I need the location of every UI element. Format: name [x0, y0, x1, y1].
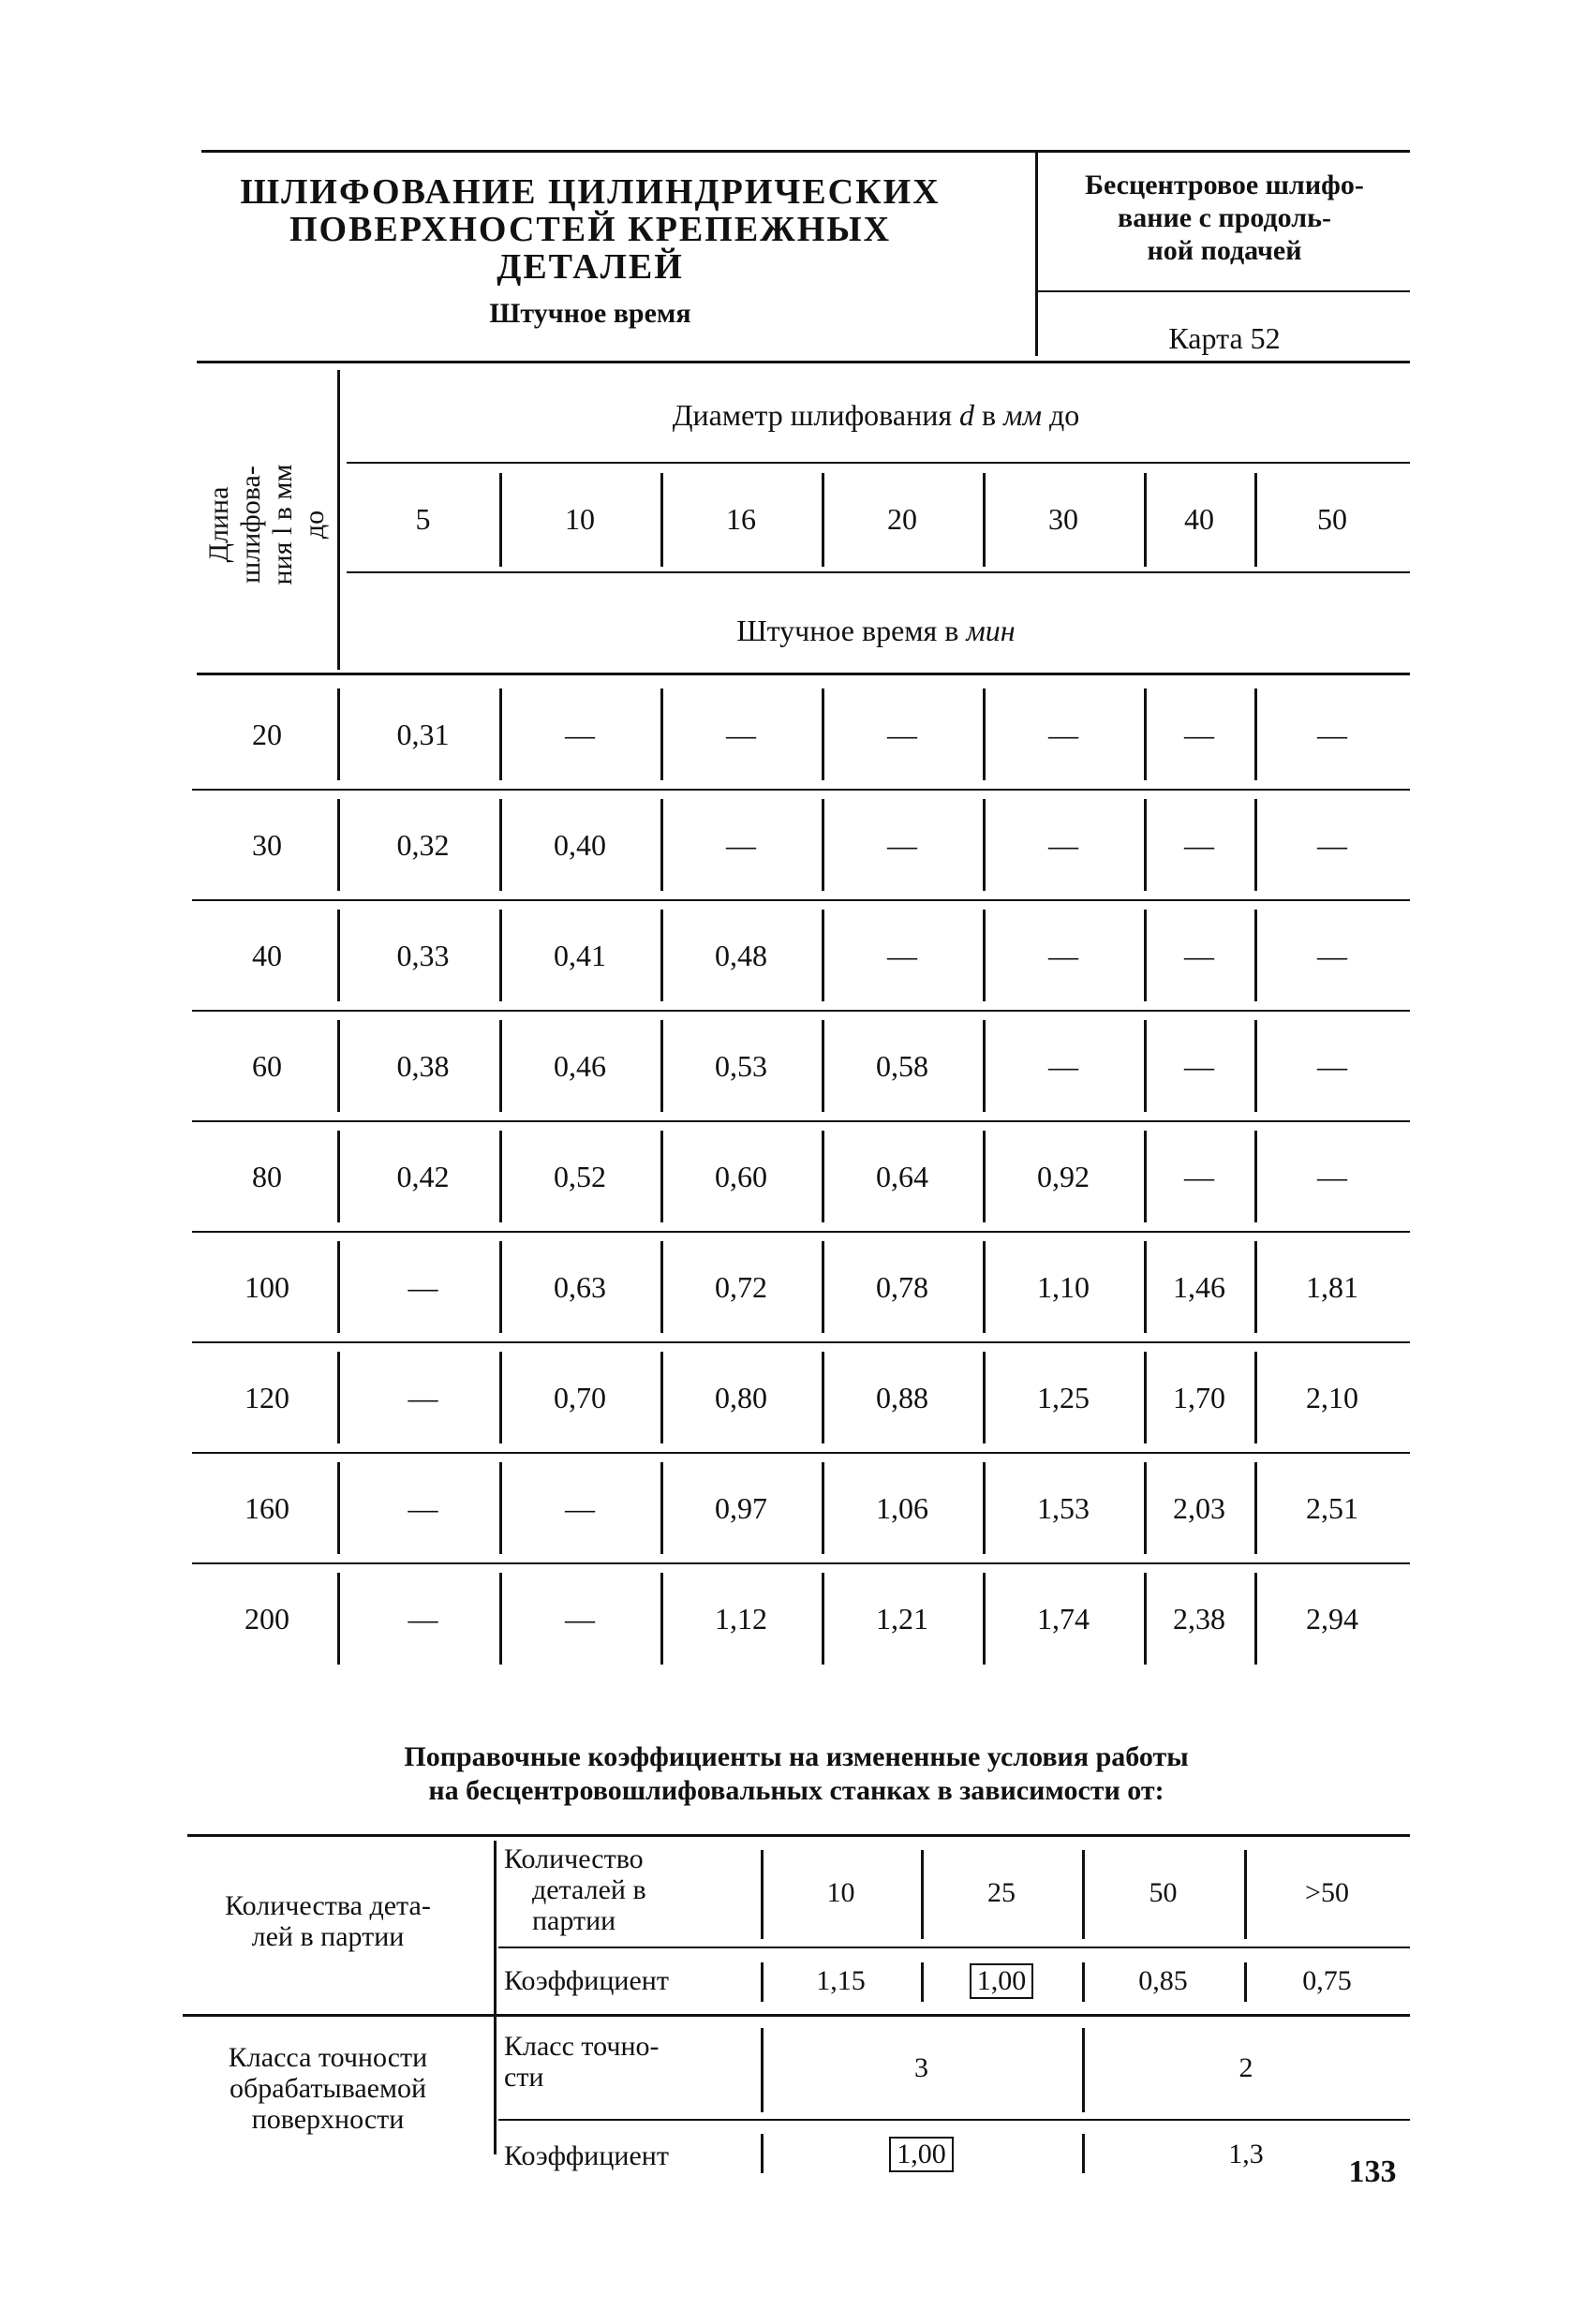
batch-coef-value: 0,85 [1138, 1965, 1188, 1996]
row-header-line-1: Длина шлифова- [203, 466, 266, 584]
title-line-3: ДЕТАЛЕЙ [497, 247, 684, 287]
operation-label [1042, 169, 1407, 267]
batch-param-line-3: партии [532, 1905, 616, 1936]
accuracy-coef-value: 1,3 [1228, 2139, 1264, 2169]
value-col-separator [822, 799, 824, 891]
value-col-separator [983, 1462, 986, 1554]
value-col-separator [983, 799, 986, 891]
corr-factor-separator [494, 1841, 497, 2154]
accuracy-param-rule [498, 2119, 1410, 2121]
length-col-separator [337, 1131, 340, 1222]
value-col-separator [499, 1462, 502, 1554]
accuracy-factor-line-3: поверхности [251, 2104, 405, 2135]
value-col-separator [1254, 1241, 1257, 1333]
time-value: 0,48 [715, 938, 767, 972]
card-rule [1038, 290, 1410, 292]
value-col-separator [660, 1573, 663, 1665]
page-subtitle: Штучное время [489, 298, 691, 329]
diameter-header [347, 398, 1405, 433]
length-value: 120 [245, 1380, 289, 1414]
diameter-col-separator [660, 473, 663, 567]
value-col-separator [1144, 1462, 1147, 1554]
length-col-separator [337, 1462, 340, 1554]
time-value: 1,10 [1037, 1269, 1090, 1304]
value-col-separator [822, 1352, 824, 1443]
value-col-separator [660, 1462, 663, 1554]
diameter-header-unit: мм [1003, 398, 1042, 432]
time-value: 2,03 [1173, 1490, 1225, 1525]
time-value: — [887, 938, 917, 972]
accuracy-value: 3 [914, 2052, 928, 2083]
value-col-separator [499, 688, 502, 780]
time-value: — [726, 827, 756, 862]
page-title [215, 173, 965, 286]
time-value: — [408, 1269, 438, 1304]
value-col-separator [660, 799, 663, 891]
value-col-separator [1254, 1462, 1257, 1554]
length-col-separator [337, 1020, 340, 1112]
accuracy-coef-separator [1082, 2134, 1085, 2173]
value-col-separator [822, 1462, 824, 1554]
batch-param-label [504, 1843, 748, 1936]
diameter-col-separator [983, 473, 986, 567]
corr-top-rule [187, 1834, 1410, 1837]
accuracy-coef [761, 2126, 1082, 2183]
value-col-separator [1144, 1020, 1147, 1112]
value-col-separator [983, 1352, 986, 1443]
time-value: 1,70 [1173, 1380, 1225, 1414]
value-col-separator [660, 1020, 663, 1112]
batch-coef-value: 1,15 [816, 1965, 866, 1996]
time-value: 1,06 [876, 1490, 928, 1525]
top-rule [201, 150, 1410, 153]
accuracy-factor-line-2: обрабатываемой [229, 2073, 427, 2104]
time-value: 0,64 [876, 1159, 928, 1193]
diameter-value: 10 [565, 501, 595, 536]
time-value: 0,78 [876, 1269, 928, 1304]
time-value: — [1184, 938, 1214, 972]
time-header-prefix: Штучное время в [736, 614, 967, 647]
batch-param-line-1: Количество [504, 1843, 644, 1874]
header-divider-vertical [1035, 152, 1038, 356]
batch-coef [1244, 1953, 1410, 2009]
title-line-1: ШЛИФОВАНИЕ ЦИЛИНДРИЧЕСКИХ [240, 172, 941, 212]
time-value: — [726, 717, 756, 751]
value-col-separator [499, 1573, 502, 1665]
corrections-title [187, 1740, 1405, 1808]
time-value: 1,21 [876, 1601, 928, 1636]
value-col-separator [660, 1131, 663, 1222]
batch-col-separator [1082, 1850, 1085, 1939]
time-value: — [1317, 1048, 1347, 1083]
time-value: — [1184, 1159, 1214, 1193]
diameter-header-var: d [959, 398, 975, 432]
accuracy-coef-value: 1,00 [889, 2137, 954, 2172]
diameter-value: 20 [887, 501, 917, 536]
batch-value: 25 [987, 1876, 1016, 1908]
batch-coef-value: 1,00 [970, 1963, 1034, 1999]
time-value: 0,97 [715, 1490, 767, 1525]
value-col-separator [983, 1020, 986, 1112]
time-value: 0,63 [554, 1269, 606, 1304]
length-value: 20 [252, 717, 282, 751]
row-header-separator [337, 370, 340, 670]
time-value: 2,38 [1173, 1601, 1225, 1636]
length-value: 60 [252, 1048, 282, 1083]
time-header [347, 614, 1405, 648]
accuracy-param-label [504, 2031, 748, 2093]
time-value: 1,81 [1306, 1269, 1358, 1304]
value-col-separator [1254, 910, 1257, 1001]
value-col-separator [822, 1573, 824, 1665]
time-value: 0,40 [554, 827, 606, 862]
value-col-separator [822, 1020, 824, 1112]
header-bottom-rule [197, 673, 1410, 675]
value-col-separator [822, 1131, 824, 1222]
corrections-title-line-1: Поправочные коэффициенты на измененные условия работы [404, 1741, 1189, 1772]
length-col-separator [337, 688, 340, 780]
time-value: — [1048, 827, 1078, 862]
value-col-separator [1144, 799, 1147, 891]
value-col-separator [499, 1352, 502, 1443]
diameter-value: 5 [415, 501, 431, 536]
length-col-separator [337, 1352, 340, 1443]
time-value: 1,46 [1173, 1269, 1225, 1304]
batch-coef [921, 1953, 1082, 2009]
time-value: 1,53 [1037, 1490, 1090, 1525]
time-value: 2,10 [1306, 1380, 1358, 1414]
time-value: — [1048, 717, 1078, 751]
value-col-separator [983, 1131, 986, 1222]
batch-value: 50 [1149, 1876, 1178, 1908]
time-value: 2,94 [1306, 1601, 1358, 1636]
value-col-separator [983, 910, 986, 1001]
value-col-separator [1254, 1020, 1257, 1112]
accuracy-param-line-1: Класс точно- [504, 2031, 660, 2062]
batch-param-rule [498, 1947, 1410, 1948]
value-col-separator [499, 1131, 502, 1222]
value-col-separator [1254, 1573, 1257, 1665]
length-value: 160 [245, 1490, 289, 1525]
value-col-separator [983, 1241, 986, 1333]
time-value: 2,51 [1306, 1490, 1358, 1525]
diameter-header-mid: в [974, 398, 1004, 432]
diameter-values-rule [347, 571, 1410, 573]
value-col-separator [1254, 1352, 1257, 1443]
time-value: — [565, 717, 595, 751]
batch-factor-line-2: лей в партии [251, 1921, 405, 1952]
time-value: 0,60 [715, 1159, 767, 1193]
time-value: 0,58 [876, 1048, 928, 1083]
batch-col-separator [921, 1850, 924, 1939]
length-value: 30 [252, 827, 282, 862]
batch-factor-label [173, 1890, 482, 1952]
time-value: 0,33 [396, 938, 450, 972]
value-col-separator [499, 799, 502, 891]
time-value: 0,53 [715, 1048, 767, 1083]
time-value: 1,25 [1037, 1380, 1090, 1414]
title-line-2: ПОВЕРХНОСТЕЙ КРЕПЕЖНЫХ [289, 210, 892, 249]
value-col-separator [1144, 910, 1147, 1001]
time-value: 0,46 [554, 1048, 606, 1083]
time-value: — [408, 1601, 438, 1636]
table-top-rule [197, 361, 1410, 363]
length-col-separator [337, 1573, 340, 1665]
value-col-separator [1254, 1131, 1257, 1222]
value-col-separator [660, 688, 663, 780]
time-value: 0,38 [396, 1048, 450, 1083]
operation-line-1: Бесцентровое шлифо- [1085, 170, 1364, 200]
operation-line-3: ной подачей [1147, 235, 1302, 266]
accuracy-factor-line-1: Класса точности [228, 2042, 428, 2073]
value-col-separator [822, 688, 824, 780]
accuracy-value: 2 [1238, 2052, 1253, 2083]
diameter-header-prefix: Диаметр шлифования [672, 398, 960, 432]
time-value: 0,80 [715, 1380, 767, 1414]
batch-value: 10 [826, 1876, 855, 1908]
time-value: — [1317, 827, 1347, 862]
length-value: 100 [245, 1269, 289, 1304]
value-col-separator [983, 688, 986, 780]
diameter-header-rule [347, 462, 1410, 464]
time-value: — [1317, 1159, 1347, 1193]
value-col-separator [1144, 1352, 1147, 1443]
length-col-separator [337, 799, 340, 891]
time-value: 0,92 [1037, 1159, 1090, 1193]
time-value: 0,31 [396, 717, 450, 751]
time-value: — [1048, 1048, 1078, 1083]
diameter-header-suffix: до [1041, 398, 1080, 432]
accuracy-coef-separator [761, 2134, 764, 2173]
batch-coef-separator [761, 1962, 764, 2002]
value-col-separator [499, 1020, 502, 1112]
time-value: — [1048, 938, 1078, 972]
time-value: 0,42 [396, 1159, 450, 1193]
batch-coef-separator [1082, 1962, 1085, 2002]
corr-mid-rule [183, 2014, 1410, 2017]
time-value: 0,70 [554, 1380, 606, 1414]
batch-param-line-2: деталей в [532, 1874, 646, 1905]
diameter-value: 16 [726, 501, 756, 536]
accuracy-col-separator [761, 2028, 764, 2112]
length-value: 40 [252, 938, 282, 972]
value-col-separator [660, 1241, 663, 1333]
value-col-separator [1254, 688, 1257, 780]
batch-coef-value: 0,75 [1302, 1965, 1352, 1996]
row-header-length [201, 375, 333, 674]
time-value: — [1184, 827, 1214, 862]
time-value: — [565, 1601, 595, 1636]
accuracy-coef-label: Коэффициент [504, 2140, 669, 2171]
value-col-separator [499, 910, 502, 1001]
value-col-separator [1144, 1241, 1147, 1333]
length-col-separator [337, 910, 340, 1001]
time-value: — [1184, 717, 1214, 751]
value-col-separator [1144, 1131, 1147, 1222]
batch-value: >50 [1305, 1876, 1349, 1908]
batch-coef-separator [921, 1962, 924, 2002]
time-value: 0,72 [715, 1269, 767, 1304]
time-value: — [408, 1380, 438, 1414]
diameter-col-separator [1254, 473, 1257, 567]
time-value: — [1184, 1048, 1214, 1083]
length-col-separator [337, 1241, 340, 1333]
time-value: — [887, 827, 917, 862]
batch-coef [761, 1953, 921, 2009]
time-value: — [565, 1490, 595, 1525]
value-col-separator [499, 1241, 502, 1333]
value-col-separator [983, 1573, 986, 1665]
time-value: 1,74 [1037, 1601, 1090, 1636]
batch-coef [1082, 1953, 1244, 2009]
diameter-value: 40 [1184, 501, 1214, 536]
length-value: 80 [252, 1159, 282, 1193]
value-col-separator [822, 910, 824, 1001]
diameter-col-separator [499, 473, 502, 567]
batch-col-separator [761, 1850, 764, 1939]
length-value: 200 [245, 1601, 289, 1636]
time-value: — [1317, 938, 1347, 972]
value-col-separator [822, 1241, 824, 1333]
time-value: — [1317, 717, 1347, 751]
accuracy-factor-label [173, 2042, 482, 2135]
time-value: 0,52 [554, 1159, 606, 1193]
batch-col-separator [1244, 1850, 1247, 1939]
value-col-separator [1144, 688, 1147, 780]
value-col-separator [660, 1352, 663, 1443]
value-col-separator [1254, 799, 1257, 891]
card-number: Карта 52 [1168, 321, 1281, 355]
batch-coef-label: Коэффициент [504, 1965, 669, 1996]
accuracy-col-separator [1082, 2028, 1085, 2112]
time-value: 0,32 [396, 827, 450, 862]
time-value: — [408, 1490, 438, 1525]
operation-line-2: вание с продоль- [1118, 202, 1331, 233]
accuracy-param-line-2: сти [504, 2062, 544, 2093]
time-header-unit: мин [966, 614, 1016, 647]
time-value: 1,12 [715, 1601, 767, 1636]
value-col-separator [1144, 1573, 1147, 1665]
time-value: 0,88 [876, 1380, 928, 1414]
diameter-col-separator [822, 473, 824, 567]
time-value: — [887, 717, 917, 751]
corrections-title-line-2: на бесцентровошлифовальных станках в зависимости от: [428, 1775, 1164, 1806]
batch-coef-separator [1244, 1962, 1247, 2002]
diameter-value: 30 [1048, 501, 1078, 536]
row-header-line-2: ния l в мм до [267, 464, 330, 585]
diameter-col-separator [1144, 473, 1147, 567]
page-number: 133 [1348, 2154, 1397, 2189]
batch-factor-line-1: Количества дета- [225, 1890, 431, 1921]
diameter-value: 50 [1317, 501, 1347, 536]
value-col-separator [660, 910, 663, 1001]
time-value: 0,41 [554, 938, 606, 972]
